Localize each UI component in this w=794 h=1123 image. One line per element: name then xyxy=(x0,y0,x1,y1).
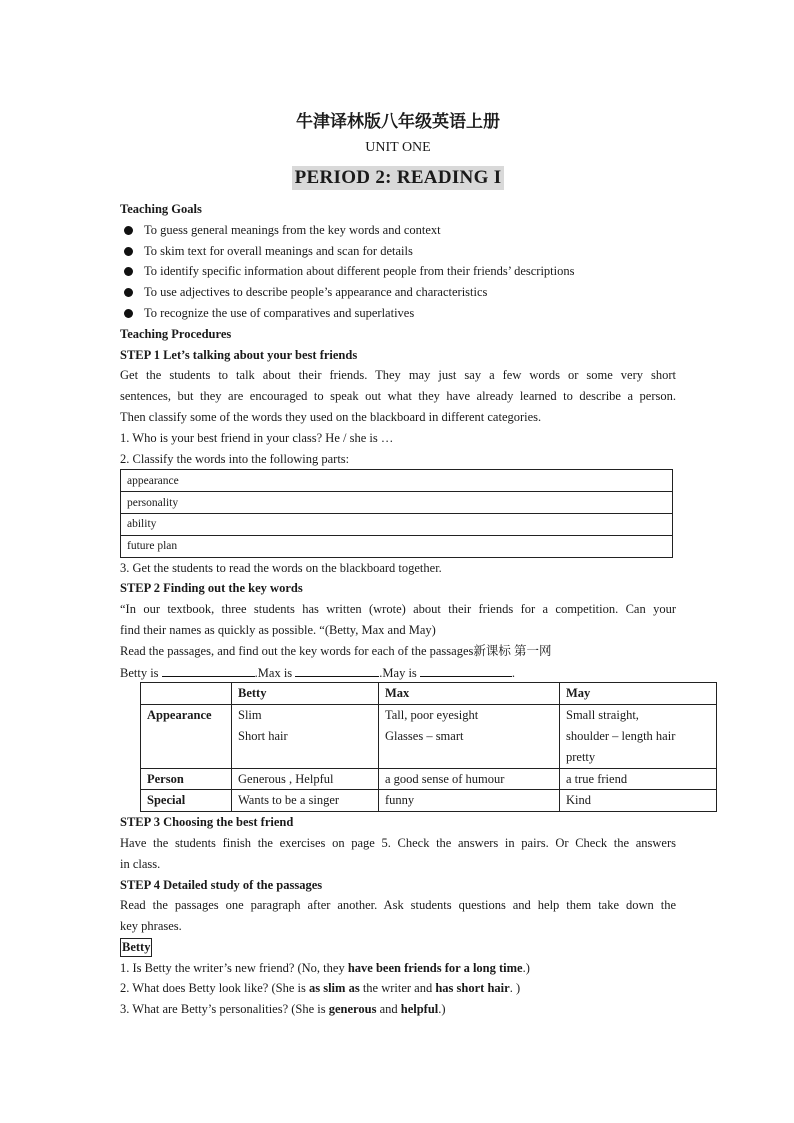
table-row xyxy=(141,790,717,812)
cell-line: shoulder – length hair xyxy=(566,728,676,743)
table-row xyxy=(141,768,717,790)
blank-betty[interactable] xyxy=(162,662,255,677)
step1-paragraph-line: Get the students to talk about their friends. They may just say a few words or some very short xyxy=(120,368,676,383)
step4-paragraph-line: key phrases. xyxy=(120,919,182,934)
fill-text: .Max is xyxy=(254,665,296,680)
step3-paragraph-line: in class. xyxy=(120,856,161,871)
fill-text: . xyxy=(511,665,516,680)
step1-question-2: 2. Classify the words into the following parts: xyxy=(120,451,350,466)
betty-question: 1. Is Betty the writer’s new friend? (No, they have been friends for a long time.) xyxy=(120,960,530,975)
document-title-cn: 牛津译林版八年级英语上册 xyxy=(296,112,500,131)
goal-item: To skim text for overall meanings and scan for details xyxy=(120,241,676,262)
row-label: Appearance xyxy=(141,705,232,768)
fill-text: .May is xyxy=(379,665,420,680)
betty-question: 3. What are Betty’s personalities? (She is generous and helpful.) xyxy=(120,1002,446,1017)
fill-text: Betty is xyxy=(120,665,162,680)
cell-line: Tall, poor eyesight xyxy=(385,708,479,723)
table-row xyxy=(121,513,673,535)
cell-line: Short hair xyxy=(238,728,288,743)
step4-heading: STEP 4 Detailed study of the passages xyxy=(120,877,323,892)
step2-paragraph-line: “In our textbook, three students has written (wrote) about their friends for a competition. Can your xyxy=(120,602,676,617)
row-label: Special xyxy=(141,790,232,812)
step3-paragraph-line: Have the students finish the exercises on page 5. Check the answers in pairs. Or Check the answers xyxy=(120,835,676,850)
table-header-row xyxy=(141,683,717,705)
cell-line: Slim xyxy=(238,708,262,723)
part-cell: future plan xyxy=(121,535,673,557)
cell-betty xyxy=(232,705,379,768)
table-row xyxy=(141,705,717,768)
unit-label: UNIT ONE xyxy=(365,140,431,155)
teaching-procedures-heading: Teaching Procedures xyxy=(120,326,232,341)
document-body xyxy=(120,199,676,1020)
step4-paragraph-line: Read the passages one paragraph after another. Ask students questions and help them take down the xyxy=(120,898,676,913)
key-words-table xyxy=(140,682,717,812)
fill-blank-line xyxy=(120,662,676,683)
cell-max: funny xyxy=(379,790,560,812)
teaching-goals-heading: Teaching Goals xyxy=(120,202,202,216)
cell-line: pretty xyxy=(566,749,596,764)
step1-heading: STEP 1 Let’s talking about your best friends xyxy=(120,347,358,362)
step1-question-1: 1. Who is your best friend in your class? He / she is … xyxy=(120,430,394,445)
cell-may: Kind xyxy=(560,790,717,812)
blank-may[interactable] xyxy=(420,662,512,677)
cell-line: Glasses – smart xyxy=(385,728,464,743)
table-row xyxy=(121,470,673,492)
classify-parts-table xyxy=(120,469,673,557)
row-label: Person xyxy=(141,768,232,790)
betty-label: Betty xyxy=(120,938,152,957)
period-title: PERIOD 2: READING I xyxy=(292,166,505,190)
step2-heading: STEP 2 Finding out the key words xyxy=(120,581,303,596)
goal-item: To recognize the use of comparatives and superlatives xyxy=(120,303,676,324)
cell-may xyxy=(560,705,717,768)
header-cell: Betty xyxy=(232,683,379,705)
step2-instruction: Read the passages, and find out the key words for each of the passages新课标 第一网 xyxy=(120,643,552,658)
header-cell: Max xyxy=(379,683,560,705)
goal-item: To use adjectives to describe people’s appearance and characteristics xyxy=(120,282,676,303)
step1-paragraph-line: sentences, but they are encouraged to speak out what they have already learned to describe a person. xyxy=(120,389,676,404)
cell-betty: Wants to be a singer xyxy=(232,790,379,812)
step1-question-3: 3. Get the students to read the words on the blackboard together. xyxy=(120,560,442,575)
step1-paragraph-line: Then classify some of the words they used on the blackboard in different categories. xyxy=(120,409,542,424)
part-cell: appearance xyxy=(121,470,673,492)
header-cell xyxy=(141,683,232,705)
header-cell: May xyxy=(560,683,717,705)
blank-max[interactable] xyxy=(295,662,379,677)
table-row xyxy=(121,535,673,557)
cell-line: Small straight, xyxy=(566,708,639,723)
cell-max: a good sense of humour xyxy=(379,768,560,790)
cell-betty: Generous , Helpful xyxy=(232,768,379,790)
goal-item: To guess general meanings from the key words and context xyxy=(120,220,676,241)
table-row xyxy=(121,492,673,514)
cell-max xyxy=(379,705,560,768)
cell-may: a true friend xyxy=(560,768,717,790)
goal-item: To identify specific information about different people from their friends’ descriptions xyxy=(120,261,676,282)
betty-question: 2. What does Betty look like? (She is as slim as the writer and has short hair. ) xyxy=(120,981,521,996)
step3-heading: STEP 3 Choosing the best friend xyxy=(120,815,294,830)
part-cell: ability xyxy=(121,513,673,535)
step2-paragraph-line: find their names as quickly as possible. “(Betty, Max and May) xyxy=(120,622,436,637)
part-cell: personality xyxy=(121,492,673,514)
